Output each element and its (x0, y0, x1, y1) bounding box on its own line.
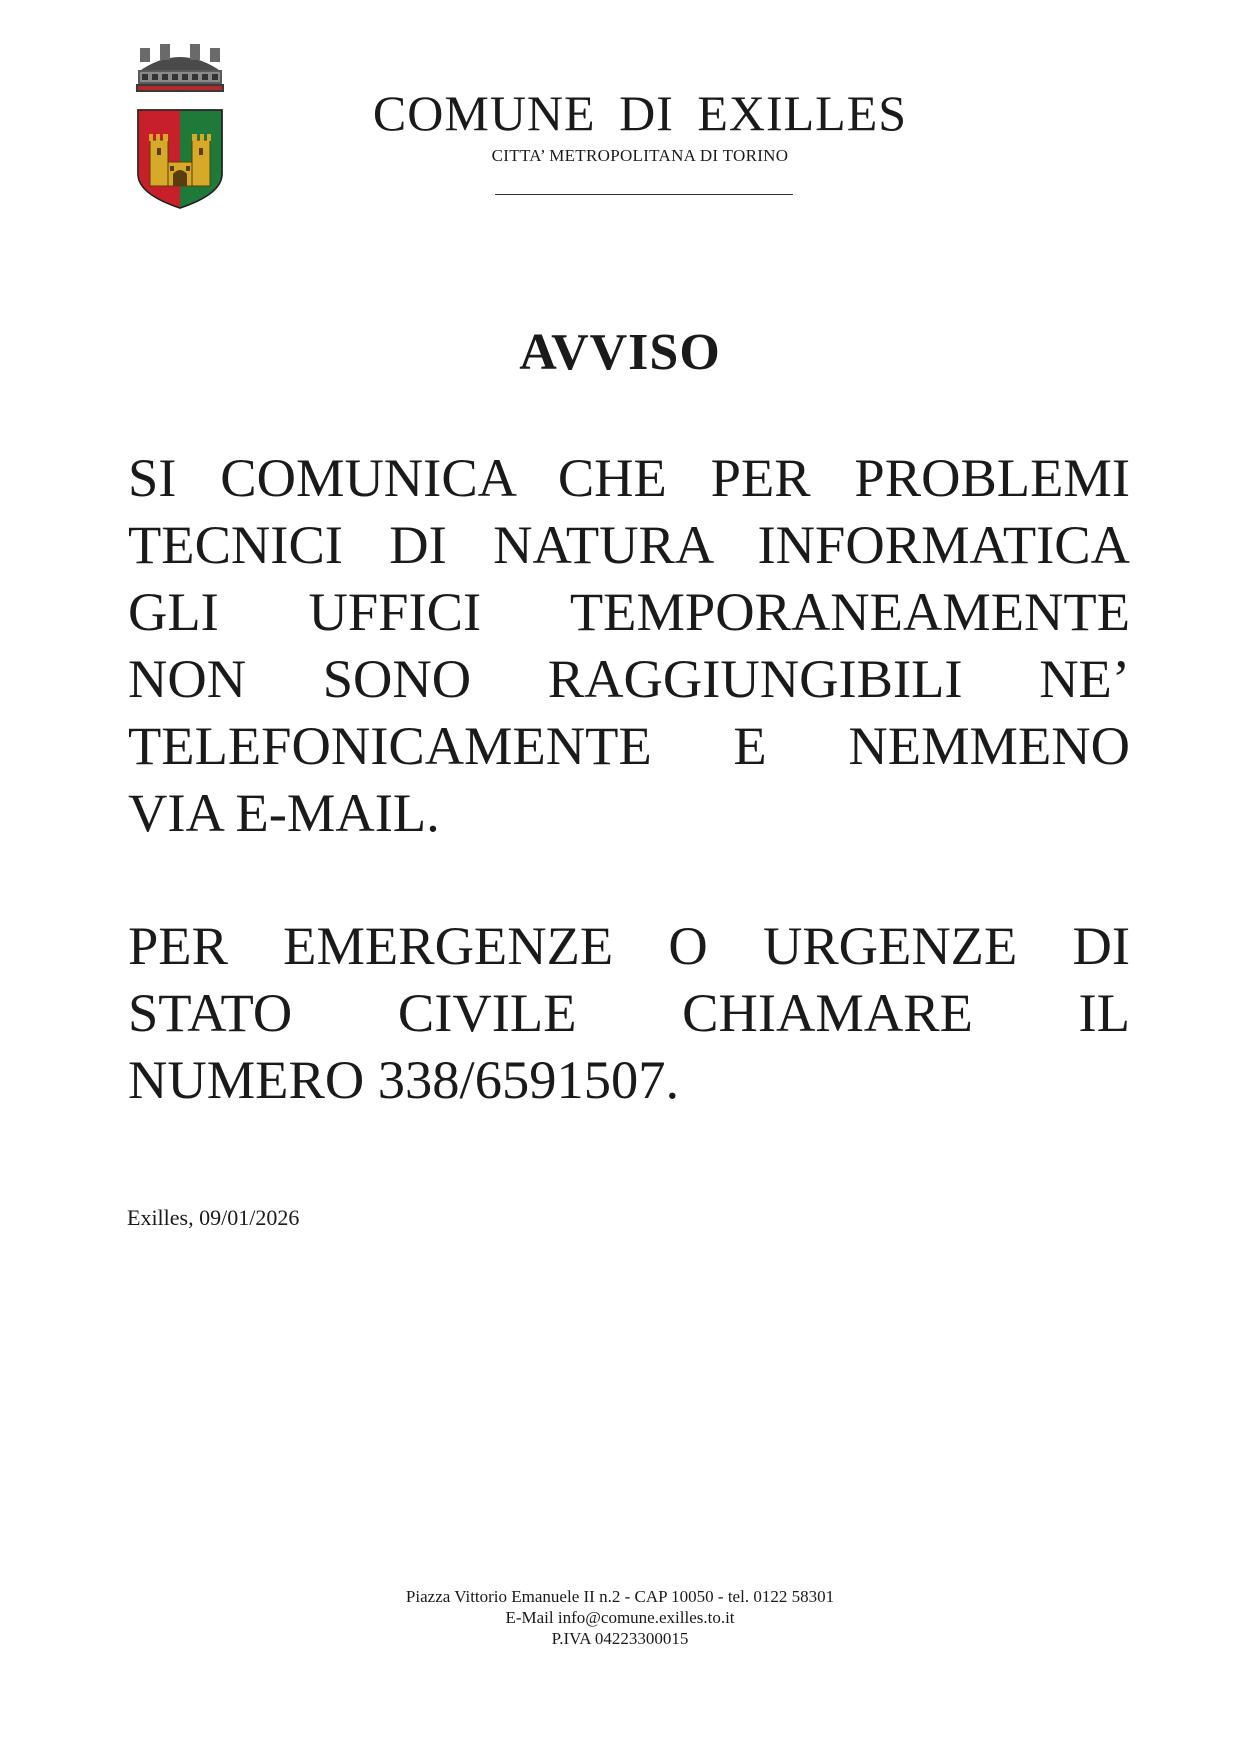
notice-line: TELEFONICAMENTE E NEMMENO (128, 715, 1130, 776)
place-date: Exilles, 09/01/2026 (127, 1205, 300, 1230)
coat-of-arms-logo (130, 44, 230, 209)
footer-address: Piazza Vittorio Emanuele II n.2 - CAP 10050 - tel. 0122 58301 (405, 1587, 835, 1606)
emergency-line: PER EMERGENZE O URGENZE DI (128, 915, 1130, 976)
notice-line: GLI UFFICI TEMPORANEAMENTE (128, 581, 1130, 642)
footer-vat: P.IVA 04223300015 (551, 1629, 689, 1648)
municipality-name: COMUNE DI EXILLES (372, 85, 908, 141)
emergency-phone-line: NUMERO 338/6591507. (128, 1049, 680, 1110)
crown-icon (136, 44, 224, 92)
notice-line: VIA E-MAIL. (128, 782, 440, 843)
header-divider (495, 194, 793, 195)
notice-line: TECNICI DI NATURA INFORMATICA (128, 514, 1130, 575)
footer-email: E-Mail info@comune.exilles.to.it (505, 1608, 735, 1627)
notice-paragraph-2 (128, 912, 1130, 1113)
emergency-line: STATO CIVILE CHIAMARE IL (128, 982, 1130, 1043)
notice-line: SI COMUNICA CHE PER PROBLEMI (128, 447, 1130, 508)
metropolitan-city-subtitle: CITTA’ METROPOLITANA DI TORINO (491, 146, 789, 165)
footer-contacts (0, 1586, 1240, 1649)
letterhead (340, 85, 940, 166)
notice-line: NON SONO RAGGIUNGIBILI NE’ (128, 648, 1130, 709)
notice-title: AVVISO (519, 324, 721, 381)
notice-paragraph-1 (128, 444, 1130, 846)
